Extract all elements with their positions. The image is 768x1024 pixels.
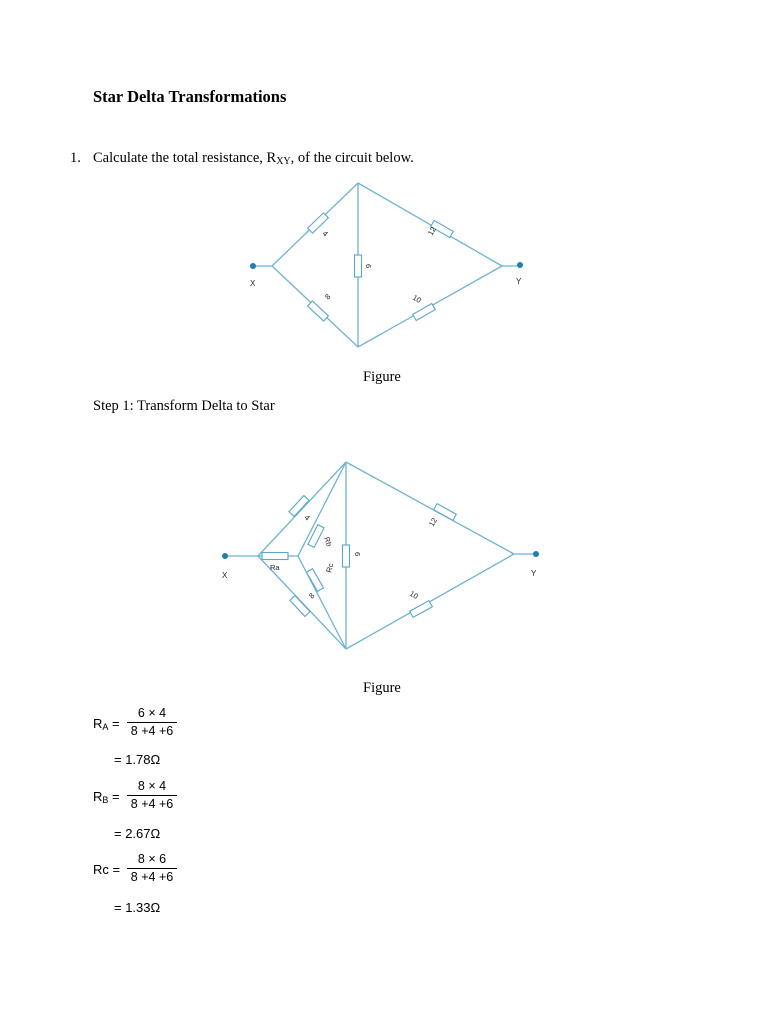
step-1-text: Step 1: Transform Delta to Star — [93, 398, 275, 414]
eq-rc-bar — [127, 868, 177, 869]
resistor2-10 — [410, 601, 433, 618]
eq-ra-lhs-sub: A — [102, 722, 109, 732]
resistor-12-label: 12 — [425, 225, 438, 237]
eq-ra-numerator: 6 × 4 — [137, 706, 167, 720]
resistor2-rc-label: Rc — [324, 562, 336, 574]
eq-rc-fraction — [127, 852, 177, 885]
terminal2-x-dot — [222, 553, 228, 559]
resistor-6-label: 6 — [364, 264, 373, 269]
terminal2-y-label: Y — [531, 569, 537, 578]
figure-1-caption: Figure — [363, 369, 401, 385]
eq-ra-bar — [127, 722, 177, 723]
eq-rb-lhs: $R_B$ = — [93, 789, 120, 805]
wire2-star-rb — [298, 462, 346, 556]
eq-rb-denominator: 8 +4 +6 — [130, 797, 174, 811]
circuit-diagram-2 — [0, 455, 768, 660]
eq-ra-fraction — [127, 706, 177, 739]
eq-rb-lhs-main: R — [93, 789, 103, 804]
wire2-top-right — [346, 462, 514, 557]
terminal-x-label: X — [250, 279, 256, 288]
question-text-after: , of the circuit below. — [290, 150, 414, 166]
resistor-8-label: 8 — [323, 292, 333, 302]
resistor2-rb-label: Rb — [322, 535, 334, 548]
resistor2-4-label: 4 — [302, 513, 312, 523]
eq-rb-result: = 2.67Ω — [114, 826, 161, 841]
resistor-10 — [413, 303, 436, 320]
eq-ra-denominator: 8 +4 +6 — [130, 724, 174, 738]
resistor2-8 — [290, 596, 310, 617]
eq-ra-result: = 1.78Ω — [114, 752, 161, 767]
figure-2-caption: Figure — [363, 680, 401, 696]
terminal-y-label: Y — [516, 277, 522, 286]
resistor-6 — [355, 255, 362, 277]
resistor-8 — [308, 301, 329, 321]
resistor-4-label: 4 — [320, 229, 330, 239]
resistor2-ra — [262, 553, 288, 560]
resistor2-ra-label: Ra — [270, 563, 280, 572]
resistor2-4 — [289, 496, 309, 517]
eq-rb-fraction — [127, 779, 177, 812]
resistor-10-label: 10 — [411, 292, 423, 305]
eq-rc-result: = 1.33Ω — [114, 900, 161, 915]
terminal2-y-dot — [533, 551, 539, 557]
eq-rb-bar — [127, 795, 177, 796]
circuit-diagram-1 — [0, 175, 768, 355]
eq-rc-numerator: 8 × 6 — [137, 852, 167, 866]
terminal-x-dot — [250, 263, 256, 269]
resistor2-rb — [308, 525, 324, 548]
eq-rc-lhs: Rc = — [93, 862, 121, 877]
terminal-y-dot — [517, 262, 523, 268]
wire-top-right — [358, 183, 502, 269]
question-text-before: Calculate the total resistance, R — [93, 150, 277, 166]
resistor2-6 — [343, 545, 350, 567]
resistor2-6-label: 6 — [353, 552, 362, 557]
eq-rb-lhs-sub: B — [102, 795, 109, 805]
terminal2-x-label: X — [222, 571, 228, 580]
eq-rc-lhs-main: Rc — [93, 862, 109, 877]
resistor2-12-label: 12 — [426, 516, 439, 528]
eq-ra-lhs-main: R — [93, 716, 103, 731]
resistor2-8-label: 8 — [307, 591, 317, 601]
question-number: 1. — [70, 150, 81, 166]
question-subscript: XY — [276, 156, 291, 167]
wire2-star-rc — [298, 556, 346, 649]
eq-ra-lhs: $R_A$ = — [93, 716, 120, 732]
resistor2-rc — [306, 569, 323, 592]
resistor2-10-label: 10 — [408, 588, 420, 601]
question-text — [93, 150, 414, 167]
resistor2-12 — [434, 504, 457, 521]
eq-rc-denominator: 8 +4 +6 — [130, 870, 174, 884]
eq-rb-numerator: 8 × 4 — [137, 779, 167, 793]
page-title: Star Delta Transformations — [93, 87, 287, 106]
